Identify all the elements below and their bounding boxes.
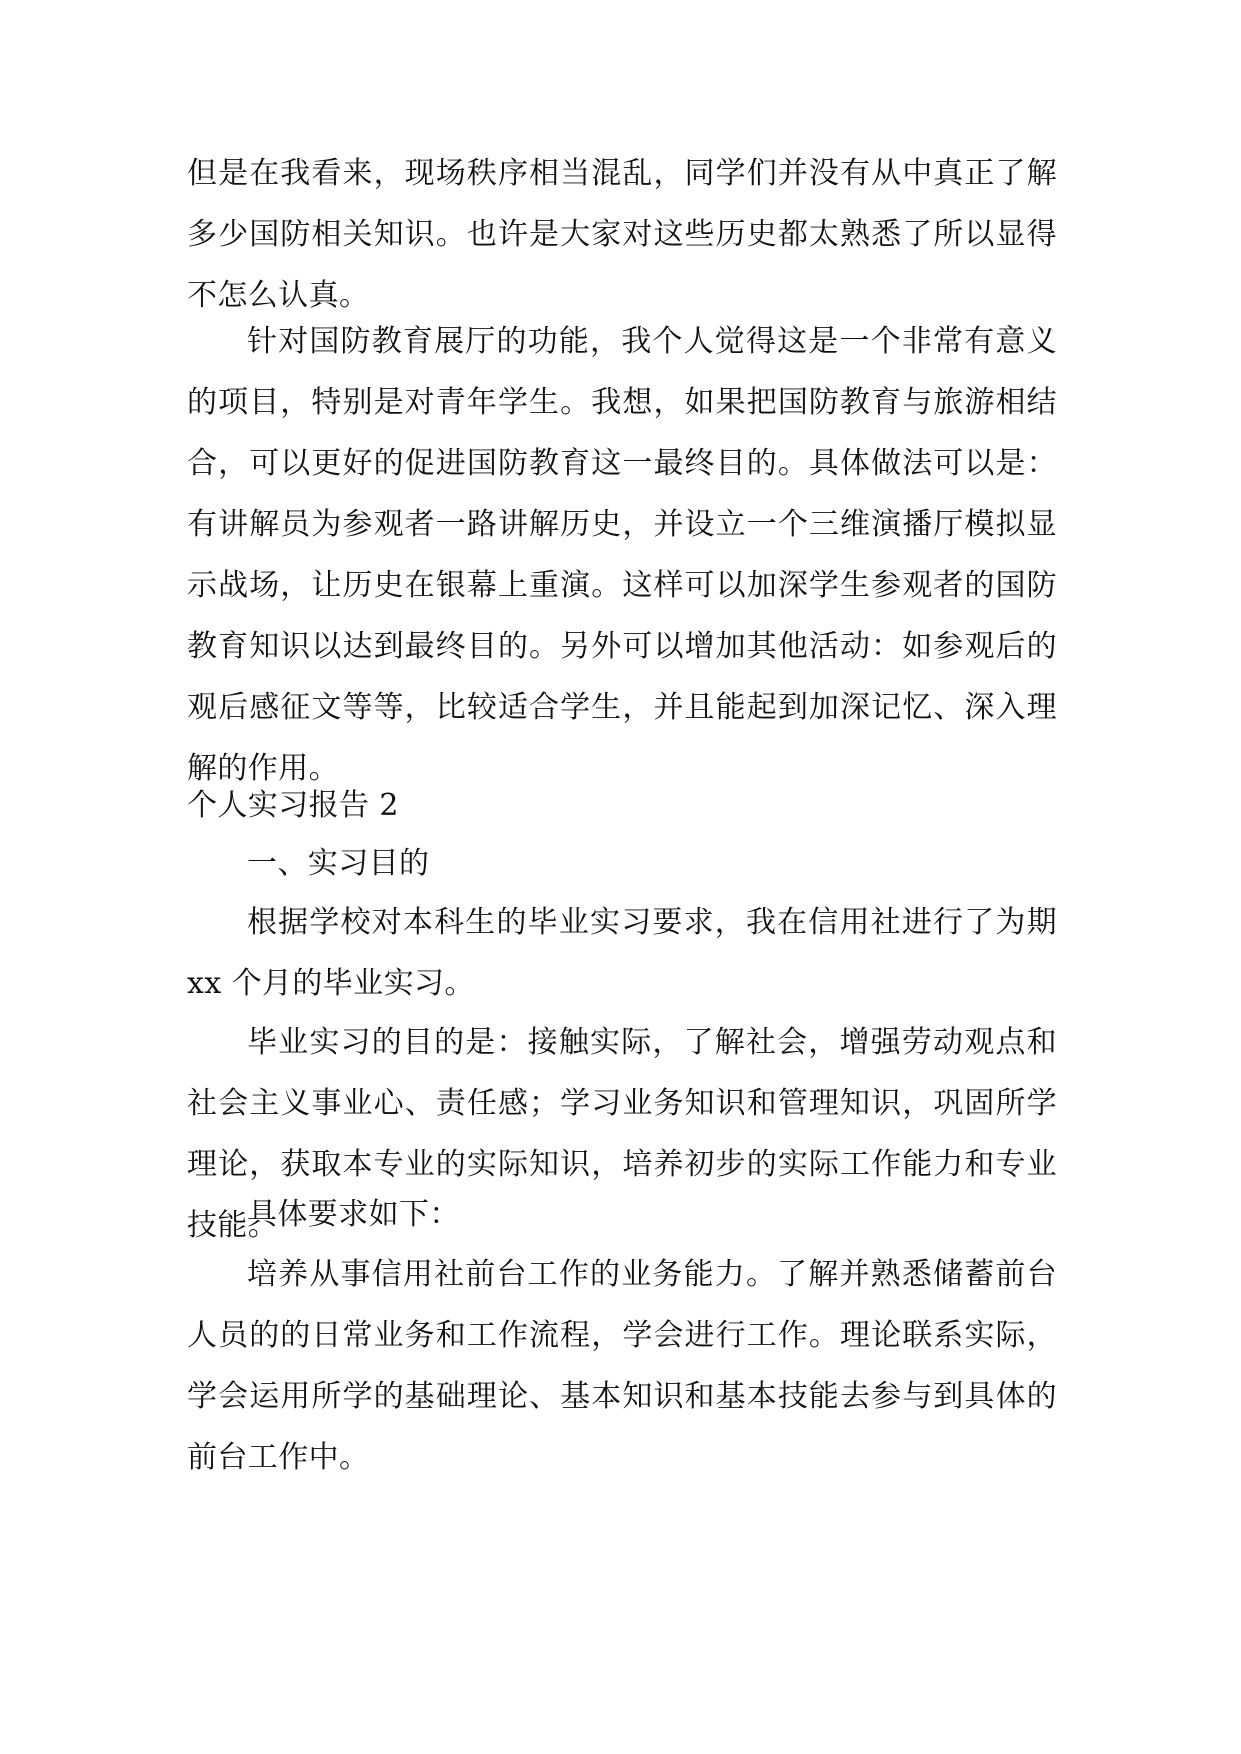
requirements-heading: 具体要求如下： (247, 1197, 460, 1232)
paragraph-defense-education-suggestion: 针对国防教育展厅的功能，我个人觉得这是一个非常有意义的项目，特别是对青年学生。我想，如果把国防教育与旅游相结合，可以更好的促进国防教育这一最终目的。具体做法可以是：有讲解员为参观者一路讲解历史，并设立一个三维演播厅模拟显示战场，让历史在银幕上重演。这样可以加深学生参观者的国防教育知识以达到最终目的。另外可以增加其他活动：如参观后的观后感征文等等，比较适合学生，并且能起到加深记忆、深入理解的作用。 (187, 324, 1057, 786)
section-title: 个人实习报告 2 (187, 788, 399, 823)
paragraph-internship-goals: 毕业实习的目的是：接触实际，了解社会，增强劳动观点和社会主义事业心、责任感；学习业务知识和管理知识，巩固所学理论，获取本专业的实际知识，培养初步的实际工作能力和专业技能。 (187, 1025, 1057, 1243)
paragraph-requirements: 培养从事信用社前台工作的业务能力。了解并熟悉储蓄前台人员的的日常业务和工作流程，学会进行工作。理论联系实际，学会运用所学的基础理论、基本知识和基本技能去参与到具体的前台工作中。 (187, 1257, 1057, 1475)
subheading-internship-purpose: 一、实习目的 (247, 846, 430, 881)
paragraph-museum-order: 但是在我看来，现场秩序相当混乱，同学们并没有从中真正了解多少国防相关知识。也许是大家对这些历史都太熟悉了所以显得不怎么认真。 (187, 156, 1057, 313)
paragraph-internship-duration: 根据学校对本科生的毕业实习要求，我在信用社进行了为期 xx 个月的毕业实习。 (187, 905, 1057, 1001)
